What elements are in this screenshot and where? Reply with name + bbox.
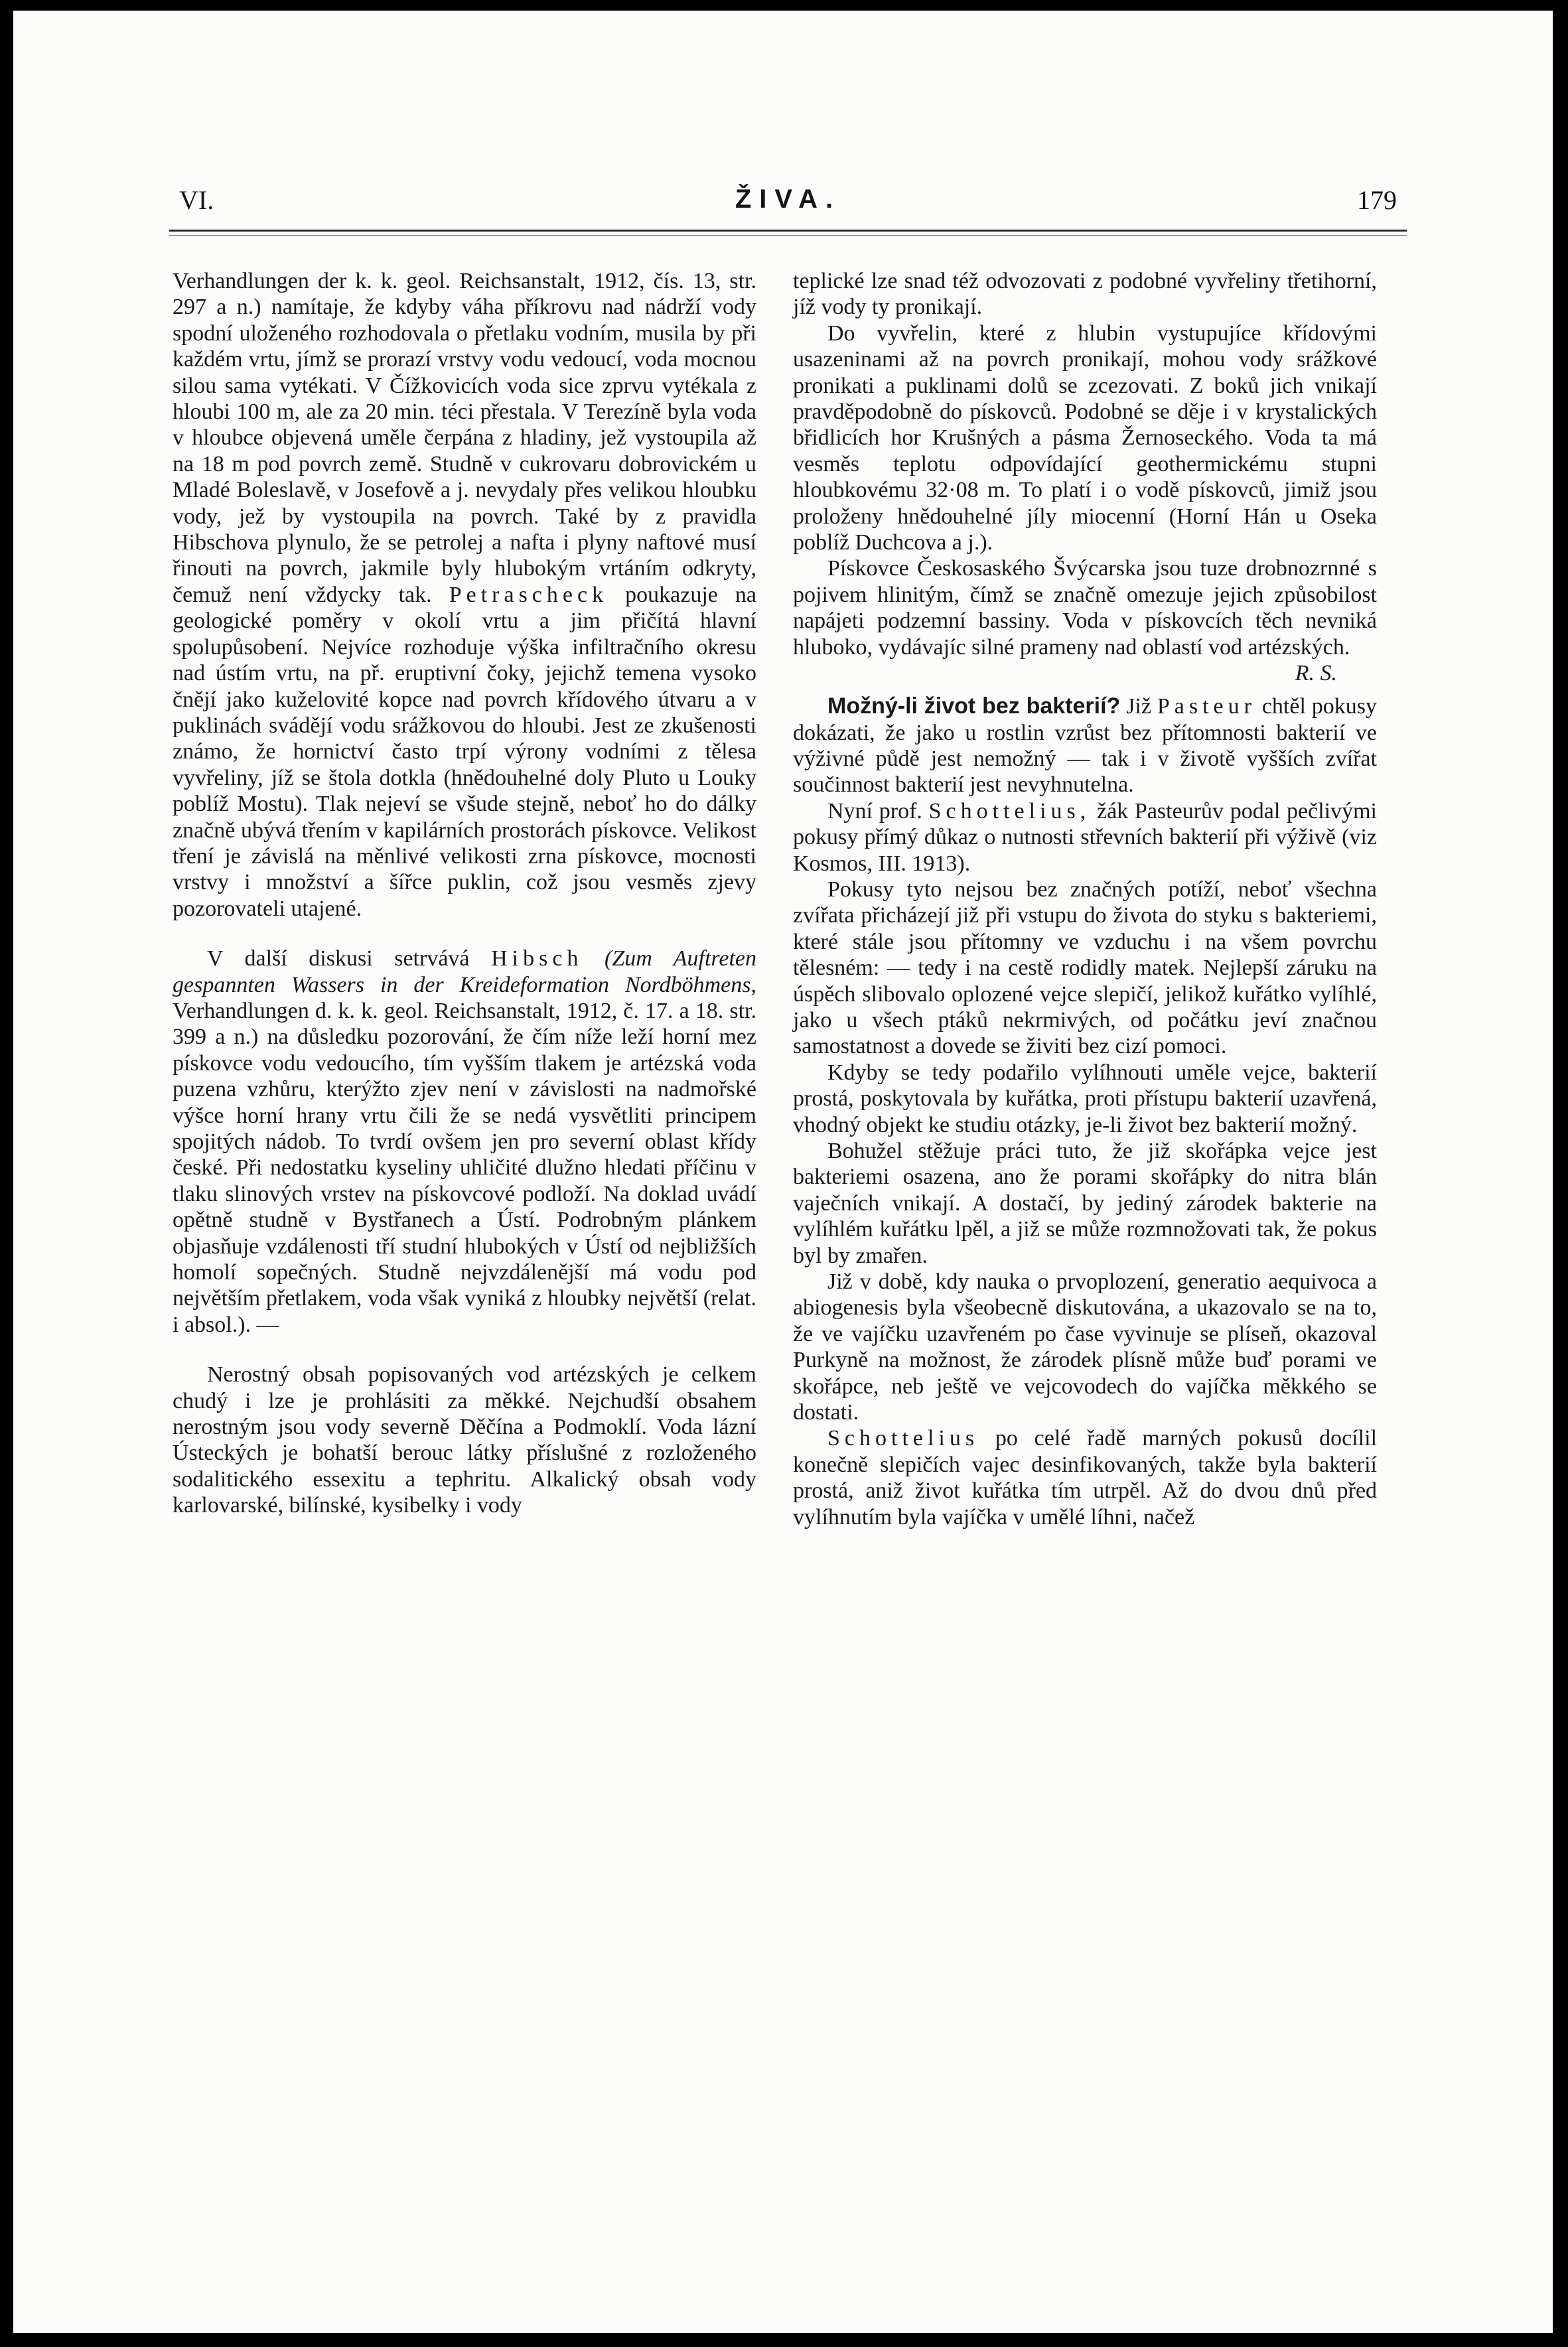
cited-title: (Zum Auftreten gespannten Wassers in der Kreideformation Nordböhmens,: [173, 946, 757, 997]
running-header: [179, 184, 1397, 224]
paragraph: Nyní prof. Schottelius, žák Pasteurův podal pečlivými pokusy přímý důkaz o nutnosti střevních bakterií při výživě (viz Kosmos, III. 1913).: [793, 798, 1378, 876]
left-column: [173, 268, 756, 1519]
paragraph: Nerostný obsah popisovaných vod artézských je celkem chudý i lze je prohlásiti za měkké. Nejchudší obsahem nerostným jsou vody severně Děčína a Podmoklí. Voda lázní Ústeckých je bohatší berouc látky příslušné z rozloženého sodalitického essexitu a tephritu. Alkalický obsah vody karlovarské, bilínské, kysibelky i vody: [173, 1362, 756, 1518]
author-name: Petrascheck: [449, 582, 608, 607]
paragraph: Pískovce Českosaského Švýcarska jsou tuze drobnozrnné s pojivem hlinitým, čímž se značně omezuje jejich způsobilost napájeti podzemní bassiny. Voda v pískovcích těch nevniká hluboko, vydávajíc silné prameny nad oblastí vod artézských. R. S.: [793, 556, 1377, 686]
paragraph: Pokusy tyto nejsou bez značných potíží, neboť všechna zvířata přicházejí již při vstupu do života do styku s bakteriemi, které stále jsou přítomny ve vzduchu i na všem povrchu tělesném: — tedy i na cestě rodidly matek. Nejlepší záruku na úspěch slibovalo oplozené vejce slepičí, jelikož kuřátko vylíhlé, jako u všech ptáků nekrmivých, od počátku jeví značnou samostatnost a dovede se živiti bez cizí pomoci.: [793, 877, 1377, 1059]
paragraph: teplické lze snad též odvozovati z podobné vyvřeliny třetihorní, jíž vody ty pronikají.: [793, 269, 1377, 320]
journal-page: [13, 11, 1553, 2333]
paragraph: Schottelius po celé řadě marných pokusů docílil konečně slepičích vajec desinfikovaných, takže byla bakterií prostá, aniž život kuřátka tím utrpěl. Až do dvou dnů před vylíhnutím byla vajíčka v umělé líhni, načež: [793, 1426, 1378, 1529]
author-signature: R. S.: [1295, 661, 1337, 686]
volume-number: VI.: [179, 185, 214, 215]
paragraph: Možný-li život bez bakterií? Již Pasteur chtěl pokusy dokázati, že jako u rostlin vzrůst bez přítomnosti bakterií ve výživné půdě jest nemožný — tak i v životě vyšších zvířat součinnost bakterií jest nevyhnutelna.: [793, 693, 1378, 798]
header-rule-thin: [169, 235, 1407, 236]
right-column: [793, 268, 1377, 1530]
journal-title: ŽIVA.: [735, 184, 841, 214]
author-name: Schottelius: [827, 1426, 979, 1451]
page-number: 179: [1357, 185, 1397, 215]
paragraph: Již v době, kdy nauka o prvoplození, generatio aequivoca a abiogenesis byla všeobecně diskutována, a ukazovalo se na to, že ve vajíčku uzavřeném po čase vyvinuje se plíseň, okazoval Purkyně na možnost, že zárodek plísně může buď porami ve skořápce, neb ještě ve vejcovodech do vajíčka měkkého se dostati.: [793, 1269, 1377, 1425]
header-rule: [169, 230, 1407, 232]
author-name: Pasteur: [1157, 694, 1256, 719]
paragraph: Kdyby se tedy podařilo vylíhnouti uměle vejce, bakterií prostá, poskytovala by kuřátka, proti přístupu bakterií uzavřená, vhodný objekt ke studiu otázky, je-li život bez bakterií možný.: [793, 1060, 1377, 1137]
paragraph: Bohužel stěžuje práci tuto, že již skořápka vejce jest bakteriemi osazena, ano že porami skořápky do nitra blán vaječních vnikají. A dostačí, by jediný zárodek bakterie na vylíhlém kuřátku lpěl, a již se může rozmnožovati tak, že pokus byl by zmařen.: [793, 1139, 1377, 1268]
paragraph: Verhandlungen der k. k. geol. Reichsanstalt, 1912, čís. 13, str. 297 a n.) namítaje, že kdyby váha příkrovu nad nádrží vody spodní uloženého rozhodovala o přetlaku vodním, musila by při každém vrtu, jímž se prorazí vrstvy vodu vedoucí, voda mocnou silou sama vytékati. V Čížkovicích voda sice zprvu vytékala z hloubi 100 m, ale za 20 min. téci přestala. V Terezíně byla voda v hloubce objevená uměle čerpána z hladiny, jež vystoupila až na 18 m pod povrch země. Studně v cukrovaru dobrovickém u Mladé Boleslavě, v Josefově a j. nevydaly přes velikou hloubku vody, jež by vystoupila na povrch. Také by z pravidla Hibschova plynulo, že se petrolej a nafta i plyny naftové musí řinouti na povrch, jakmile byly hlubokým vrtáním odkryty, čemuž není vždycky tak. Petrascheck poukazuje na geologické poměry v okolí vrtu a jim přičítá hlavní spolupůsobení. Nejvíce rozhoduje výška infiltračního okresu nad ústím vrtu, na př. eruptivní čoky, jejichž temena vysoko čnějí jako kuželovité kopce nad povrch křídového útvaru a v puklinách svádějí vodu srážkovou do hloubi. Jest ze zkušenosti známo, že hornictví často trpí výrony vodními z tělesa vyvřeliny, jíž se štola dotkla (hnědouhelné doly Pluto u Louky poblíž Mostu). Tlak nejeví se všude stejně, neboť ho do dálky značně ubývá třením v kapilárních prostorách pískovce. Velikost tření je závislá na měnlivé velikosti zrna pískovce, mocnosti vrstvy i množství a šířce puklin, což jsou vesměs zjevy pozorovateli utajené.: [173, 269, 757, 921]
paragraph: V další diskusi setrvává Hibsch (Zum Auftreten gespannten Wassers in der Kreideformation Nordböhmens, Verhandlungen d. k. k. geol. Reichsanstalt, 1912, č. 17. a 18. str. 399 a n.) na důsledku pozorování, že čím níže leží horní mez pískovce vodu vedoucího, tím vyšším tlakem je artézská voda puzena vzhůru, kterýžto zjev není v závislosti na nadmořské výšce horní hrany vrtu čili že se nedá vysvětliti principem spojitých nádob. To tvrdí ovšem jen pro severní oblast křídy české. Při nedostatku kyseliny uhličité dlužno hledati příčinu v tlaku slinových vrstev na pískovcové podloží. Na doklad uvádí opětně studně v Bystřanech a Ústí. Podrobným plánkem objasňuje vzdálenosti tří studní hlubokých v Ústí od nejbližších homolí sopečných. Studně nejvzdálenější má vodu pod největším přetlakem, voda však vyniká z hloubky největší (relat. i absol.). —: [173, 946, 757, 1337]
paragraph: Do vyvřelin, které z hlubin vystupujíce křídovými usazeninami až na povrch pronikají, mohou vody srážkové pronikati a puklinami dolů se zcezovati. Z boků jich vnikají pravděpodobně do pískovců. Podobné se děje i v krystalických břidlicích hor Krušných a pásma Žernoseckého. Voda ta má vesměs teplotu odpovídající geothermickému stupni hloubkovému 32·08 m. To platí i o vodě pískovců, jimiž jsou proloženy hnědouhelné jíly miocenní (Horní Hán u Oseka poblíž Duchcova a j.).: [793, 320, 1377, 555]
author-name: Hibsch: [491, 946, 583, 971]
section-heading: Možný-li život bez bakterií?: [827, 693, 1121, 719]
author-name: Schottelius,: [928, 798, 1091, 823]
